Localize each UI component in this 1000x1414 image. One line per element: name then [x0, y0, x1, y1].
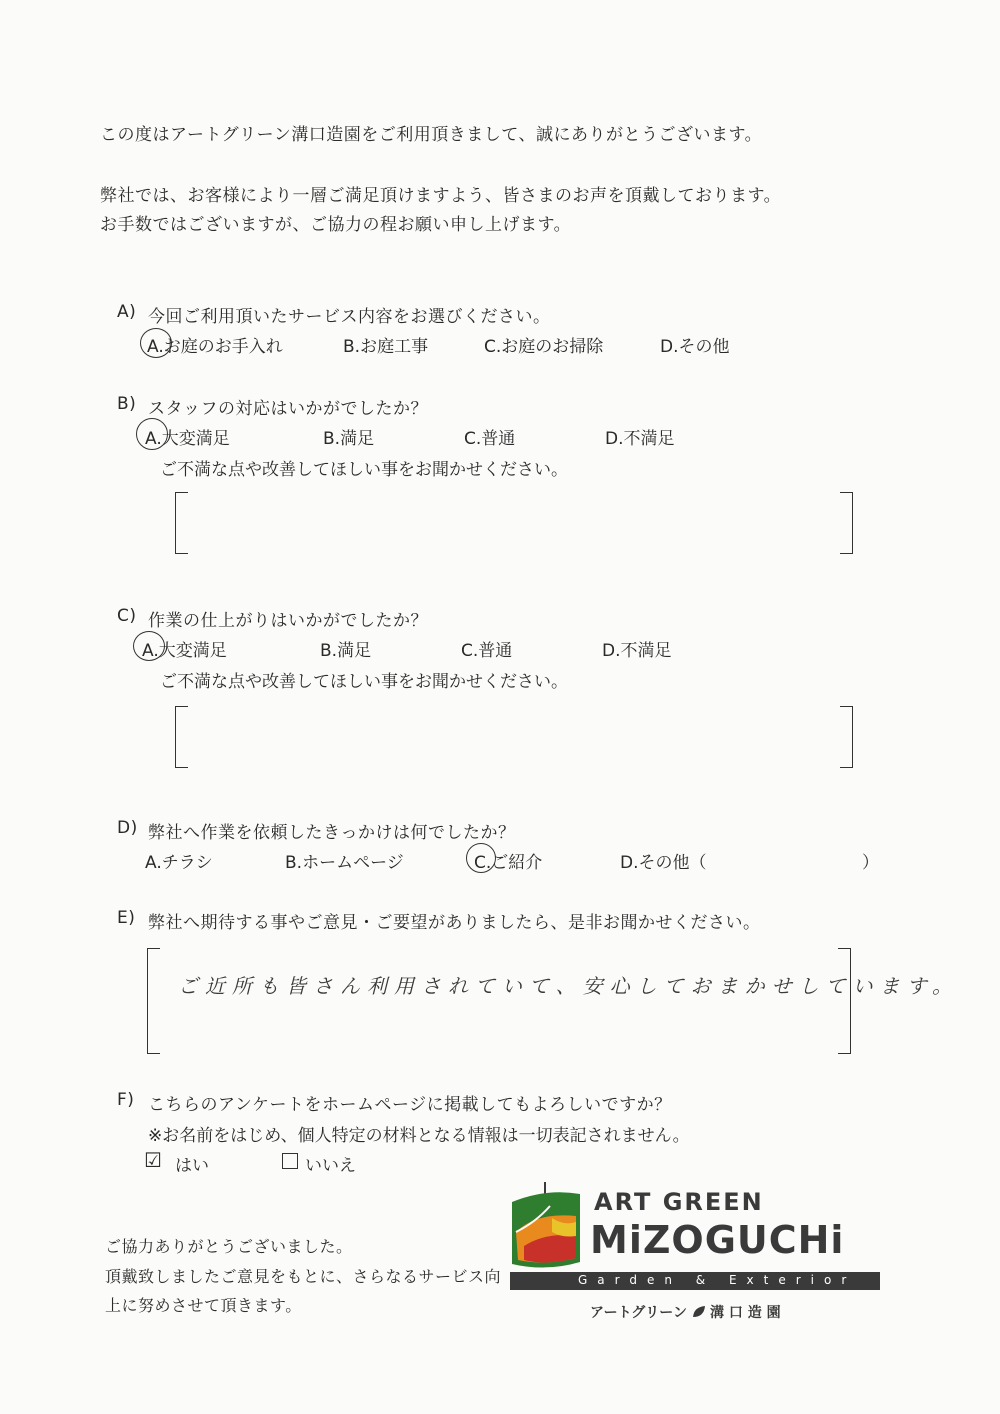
question-f-text: こちらのアンケートをホームページに掲載してもよろしいですか？: [148, 1095, 672, 1115]
leaf-logo-icon: [506, 1182, 586, 1272]
option-c4[interactable]: D.不満足: [602, 641, 672, 661]
option-d4-close-paren: ）: [862, 853, 879, 873]
question-c-prompt: ご不満な点や改善してほしい事をお聞かせください。: [160, 672, 568, 692]
option-d3[interactable]: C.ご紹介: [474, 853, 543, 873]
option-d1[interactable]: A.チラシ: [145, 853, 213, 873]
question-c-label: C): [117, 606, 137, 626]
option-c1[interactable]: A.大変満足: [142, 641, 227, 661]
closing-line-1: ご協力ありがとうございました。: [105, 1237, 353, 1256]
question-b-label: B): [117, 394, 137, 414]
option-a3[interactable]: C.お庭のお掃除: [484, 337, 604, 357]
comment-bracket-right: [840, 706, 853, 768]
option-d2[interactable]: B.ホームページ: [285, 853, 404, 873]
closing-line-2: 頂戴致しましたご意見をもとに、さらなるサービス向: [105, 1267, 502, 1286]
logo-line-1: ART GREEN: [594, 1188, 764, 1216]
comment-bracket-left: [175, 492, 188, 554]
question-c-text: 作業の仕上がりはいかがでしたか？: [148, 611, 428, 631]
closing-line-3: 上に努めさせて頂きます。: [105, 1296, 302, 1315]
option-a1[interactable]: A.お庭のお手入れ: [147, 337, 283, 357]
question-e-text: 弊社へ期待する事やご意見・ご要望がありましたら、是非お聞かせください。: [148, 913, 761, 933]
option-c3[interactable]: C.普通: [461, 641, 513, 661]
question-b-prompt: ご不満な点や改善してほしい事をお聞かせください。: [160, 460, 568, 480]
intro-line-3: お手数ではございますが、ご協力の程お願い申し上げます。: [100, 215, 572, 235]
option-d4[interactable]: D.その他（: [620, 853, 707, 873]
comment-bracket-right: [840, 492, 853, 554]
question-d-label: D): [117, 818, 138, 838]
question-e-label: E): [117, 908, 136, 928]
logo-tagline: Garden & Exterior: [578, 1273, 857, 1287]
question-a-text: 今回ご利用頂いたサービス内容をお選びください。: [148, 307, 551, 327]
question-b-text: スタッフの対応はいかがでしたか？: [148, 399, 428, 419]
comment-bracket-left: [175, 706, 188, 768]
logo-line-2: MiZOGUCHi: [590, 1218, 845, 1262]
option-b4[interactable]: D.不満足: [605, 429, 675, 449]
logo-jp-name-left: アートグリーン: [590, 1305, 688, 1321]
option-b1[interactable]: A.大変満足: [145, 429, 230, 449]
option-a4[interactable]: D.その他: [660, 337, 730, 357]
handwritten-answer: ご近所も皆さん利用されていて、安心しておまかせしています。: [178, 974, 959, 998]
yes-label: はい: [175, 1156, 209, 1176]
yes-checkbox[interactable]: ☑: [144, 1148, 162, 1172]
option-b2[interactable]: B.満足: [323, 429, 375, 449]
option-a2[interactable]: B.お庭工事: [343, 337, 429, 357]
question-d-text: 弊社へ作業を依頼したきっかけは何でしたか？: [148, 823, 516, 843]
comment-bracket-right: [838, 948, 851, 1054]
leaf-icon: [692, 1305, 706, 1319]
question-f-label: F): [117, 1090, 135, 1110]
no-label: いいえ: [305, 1156, 356, 1176]
intro-line-2: 弊社では、お客様により一層ご満足頂けますよう、皆さまのお声を頂戴しております。: [100, 186, 782, 206]
option-c2[interactable]: B.満足: [320, 641, 372, 661]
comment-bracket-left: [147, 948, 160, 1054]
no-checkbox[interactable]: [282, 1153, 298, 1169]
option-b3[interactable]: C.普通: [464, 429, 516, 449]
logo-jp-name-right: 溝 口 造 園: [710, 1305, 781, 1321]
intro-line-1: この度はアートグリーン溝口造園をご利用頂きまして、誠にありがとうございます。: [100, 125, 763, 145]
question-a-label: A): [117, 302, 137, 322]
question-f-note: ※お名前をはじめ、個人特定の材料となる情報は一切表記されません。: [148, 1126, 690, 1146]
